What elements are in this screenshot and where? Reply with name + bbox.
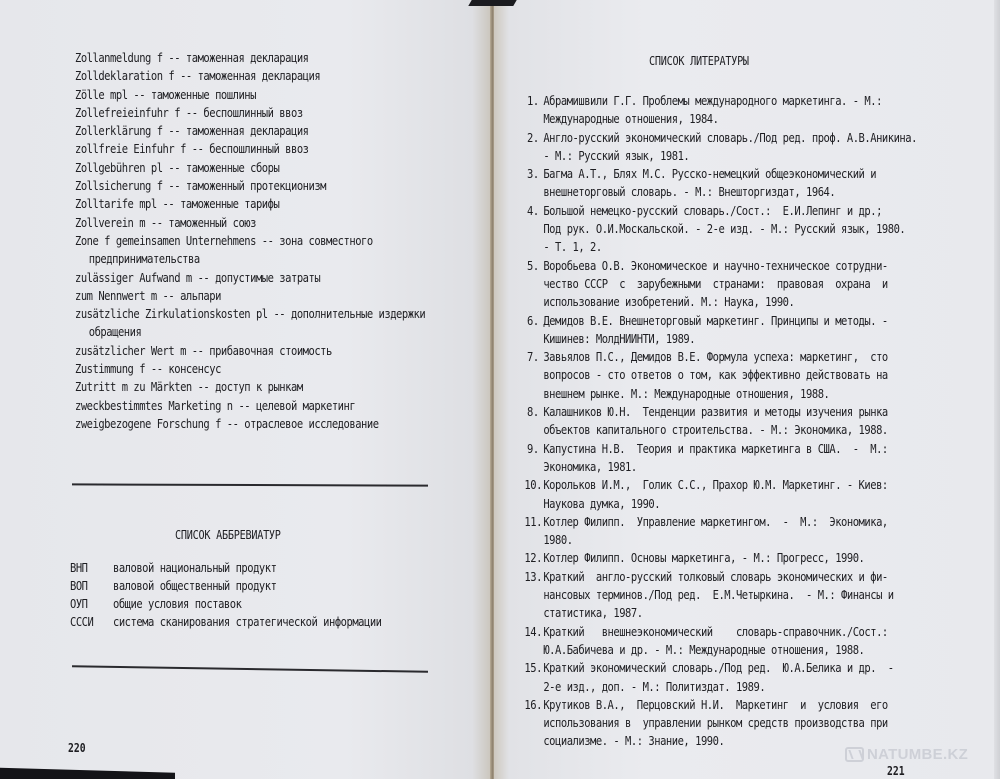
reference-text-line: использование изобретений. М.: Наука, 1990.	[543, 295, 795, 310]
reference-item	[527, 165, 917, 202]
glossary-entry: Zölle mpl -- таможенные пошлины	[75, 87, 256, 102]
glossary-entry: Zone f gemeinsamen Unternehmens -- зона совместного	[75, 233, 373, 248]
glossary-entry: Zustimmung f -- консенсус	[75, 362, 221, 377]
abbreviations-title: СПИСОК АББРЕВИАТУР	[175, 527, 281, 542]
reference-text-line: Завьялов П.С., Демидов В.Е. Формула успеха: маркетинг, сто	[543, 350, 888, 365]
reference-text-line: внешнем рынке. М.: Международные отношения, 1988.	[543, 386, 830, 401]
background-corner-top	[468, 0, 516, 6]
reference-text-line: Международные отношения, 1984.	[543, 112, 719, 127]
reference-text-line: социализме. - М.: Знание, 1990.	[543, 734, 725, 749]
glossary-entry-continuation: обращения	[88, 325, 142, 340]
reference-text-line: 1980.	[543, 533, 573, 548]
page-number-right: 221	[887, 763, 905, 778]
reference-item	[527, 312, 917, 349]
glossary-entry: Zollanmeldung f -- таможенная декларация	[75, 51, 309, 65]
reference-text-line: вопросов - сто ответов о том, как эффективно действовать на	[543, 368, 888, 383]
reference-number: 8.	[527, 405, 539, 420]
glossary-list	[75, 49, 425, 433]
reference-item	[524, 549, 917, 567]
glossary-entry-continuation: предпринимательства	[88, 252, 200, 267]
reference-text-line: Котлер Филипп. Управление маркетингом. - М.: Экономика,	[543, 514, 888, 529]
abbreviation-definition: система сканирования стратегической информации	[113, 615, 382, 629]
abbreviation-code: ВОП	[70, 579, 88, 593]
reference-item	[527, 440, 917, 477]
references-title: СПИСОК ЛИТЕРАТУРЫ	[649, 53, 749, 68]
reference-text-line: статистика, 1987.	[543, 606, 643, 621]
reference-text-line: - М.: Русский язык, 1981.	[543, 148, 690, 163]
abbreviation-code: ВНП	[70, 561, 88, 575]
reference-number: 4.	[527, 203, 539, 218]
reference-number: 14.	[524, 624, 542, 639]
reference-text-line: Капустина Н.В. Теория и практика маркетинга в США. - М.:	[543, 441, 888, 456]
reference-item	[527, 92, 917, 129]
reference-text-line: Калашников Ю.Н. Тенденции развития и методы изучения рынка	[543, 405, 888, 420]
reference-text-line: Демидов В.Е. Внешнеторговый маркетинг. Принципы и методы. -	[543, 313, 888, 328]
reference-number: 6.	[527, 313, 539, 328]
reference-item	[527, 403, 917, 440]
glossary-entry: Zutritt m zu Märkten -- доступ к рынкам	[75, 380, 303, 395]
abbreviation-definition: общие условия поставок	[113, 597, 242, 611]
glossary-entry: zulässiger Aufwand m -- допустимые затраты	[75, 270, 321, 285]
abbreviation-code: ССCИ	[70, 615, 94, 629]
watermark-text: NATUMBE.KZ	[867, 746, 969, 763]
reference-number: 7.	[527, 350, 539, 365]
reference-number: 12.	[524, 551, 542, 566]
reference-text-line: Крутиков В.А., Перцовский Н.И. Маркетинг и условия его	[543, 697, 888, 712]
reference-text-line: 2-е изд., доп. - М.: Политиздат. 1989.	[543, 679, 766, 694]
reference-number: 1.	[527, 94, 539, 108]
glossary-entry: zweckbestimmtes Marketing n -- целевой маркетинг	[75, 398, 356, 413]
glossary-entry: Zolldeklaration f -- таможенная декларация	[75, 69, 321, 84]
reference-text-line: Багма А.Т., Блях М.С. Русско-немецкий общеэкономический и	[543, 167, 877, 182]
glossary-entry: Zollgebühren pl -- таможенные сборы	[75, 160, 280, 175]
reference-text-line: - Т. 1, 2.	[543, 240, 602, 255]
references-list	[524, 92, 917, 751]
abbreviation-definition: валовой национальный продукт	[113, 561, 277, 575]
reference-item	[527, 202, 917, 257]
reference-number: 10.	[524, 478, 542, 493]
reference-number: 2.	[527, 130, 539, 145]
reference-text-line: внешнеторговый словарь. - М.: Внешторгиздат, 1964.	[543, 185, 836, 200]
reference-text-line: Воробьева О.В. Экономическое и научно-техническое сотрудни-	[543, 258, 888, 273]
reference-text-line: Краткий экономический словарь./Под ред. Ю.А.Белика и др. -	[543, 661, 894, 676]
page-edge-right	[994, 0, 1000, 779]
reference-text-line: нансовых терминов./Под ред. Е.М.Четыркина. - М.: Финансы и	[543, 588, 894, 603]
reference-text-line: Краткий англо-русский толковый словарь экономических и фи-	[543, 569, 888, 584]
reference-text-line: использования в управлении рынком средств производства при	[543, 716, 888, 731]
glossary-entry: zum Nennwert m -- альпари	[75, 288, 221, 303]
abbreviation-definition: валовой общественный продукт	[113, 579, 277, 593]
natumbe-logo-icon	[845, 747, 864, 762]
reference-item	[527, 129, 917, 166]
reference-text-line: Англо-русский экономический словарь./Под ред. проф. А.В.Аникина.	[543, 130, 917, 145]
watermark	[845, 746, 968, 763]
reference-number: 13.	[524, 569, 542, 584]
glossary-entry: Zollsicherung f -- таможенный протекционизм	[75, 179, 327, 194]
reference-item	[524, 659, 917, 696]
divider-top	[72, 483, 428, 486]
reference-text-line: Ю.А.Бабичева и др. - М.: Международные отношения, 1988.	[543, 642, 865, 657]
reference-text-line: Кишинев: МолдНИИНТИ, 1989.	[543, 331, 696, 346]
reference-item	[524, 623, 917, 660]
reference-text-line: Наукова думка, 1990.	[543, 496, 661, 511]
glossary-entry: zusätzliche Zirkulationskosten pl -- дополнительные издержки	[75, 307, 426, 322]
reference-text-line: Экономика, 1981.	[543, 459, 637, 474]
reference-item	[524, 568, 917, 623]
reference-item	[524, 696, 917, 751]
reference-number: 16.	[524, 697, 542, 712]
reference-number: 11.	[524, 514, 542, 529]
reference-item	[527, 257, 917, 312]
reference-number: 5.	[527, 258, 539, 273]
glossary-entry: zusätzlicher Wert m -- прибавочная стоимость	[75, 343, 332, 358]
divider-bottom	[72, 665, 428, 673]
reference-text-line: чество СССР с зарубежными странами: правовая охрана и	[543, 276, 888, 291]
abbreviation-code: ОУП	[70, 597, 88, 611]
left-page	[0, 0, 492, 779]
glossary-entry: Zollefreieinfuhr f -- беспошлинный ввоз	[75, 105, 303, 120]
page-number-left: 220	[68, 740, 86, 755]
glossary-entry: zweigbezogene Forschung f -- отраслевое исследование	[75, 416, 379, 431]
glossary-entry: Zollerklärung f -- таможенная декларация	[75, 124, 309, 139]
reference-text-line: Котлер Филипп. Основы маркетинга, - М.: Прогресс, 1990.	[543, 551, 865, 566]
reference-text-line: Большой немецко-русский словарь./Сост.: Е.И.Лепинг и др.;	[543, 203, 882, 218]
glossary-entry: zollfreie Einfuhr f -- беспошлинный ввоз	[75, 142, 309, 157]
reference-text-line: объектов капитального строительства. - М.: Экономика, 1988.	[543, 423, 888, 438]
reference-item	[527, 348, 917, 403]
reference-number: 15.	[524, 661, 542, 676]
reference-number: 3.	[527, 167, 539, 182]
glossary-entry: Zolltarife mpl -- таможенные тарифы	[75, 197, 280, 212]
reference-text-line: Под рук. О.И.Москальской. - 2-е изд. - М.: Русский язык, 1980.	[543, 222, 906, 237]
reference-number: 9.	[527, 441, 539, 456]
glossary-entry: Zollverein m -- таможенный союз	[75, 215, 256, 230]
reference-text-line: Абрамишвили Г.Г. Проблемы международного маркетинга. - М.:	[543, 94, 882, 108]
reference-text-line: Краткий внешнеэкономический словарь-справочник./Сост.:	[543, 624, 888, 639]
reference-item	[524, 476, 917, 513]
reference-text-line: Корольков И.М., Голик С.С., Прахор Ю.М. Маркетинг. - Киев:	[543, 478, 888, 493]
reference-item	[524, 513, 917, 550]
